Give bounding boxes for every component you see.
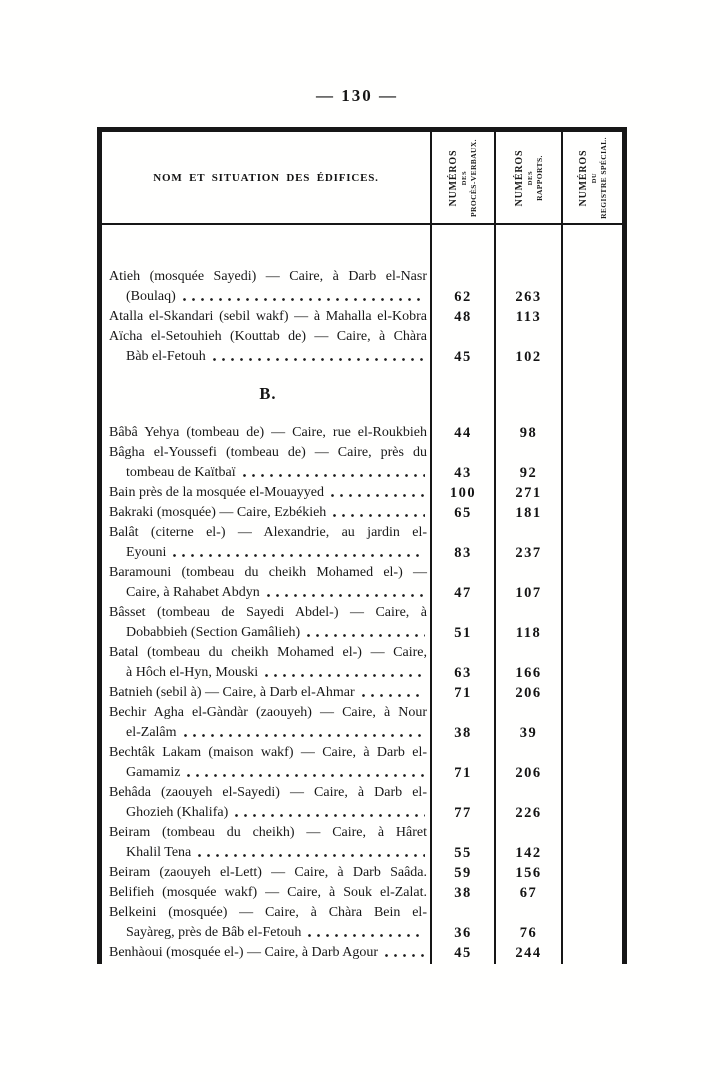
edifice-name-line — [109, 503, 427, 523]
table-row — [102, 823, 622, 863]
edifice-name-line — [109, 723, 427, 743]
rapports-cell: 107 — [494, 563, 561, 603]
rapports-cell: 67 — [494, 883, 561, 903]
dot-leader — [180, 287, 425, 307]
dot-leader — [305, 923, 425, 943]
rapports-cell: 113 — [494, 307, 561, 327]
edifice-name-cell — [102, 883, 430, 903]
edifice-name-text: el-Zalâm — [126, 725, 177, 740]
edifice-name-cell — [102, 743, 430, 783]
rapports-cell — [494, 963, 561, 964]
table-row — [102, 603, 622, 643]
proces-verbaux-column-header — [430, 132, 494, 223]
table-row — [102, 963, 622, 964]
edifice-name-line — [109, 287, 427, 307]
rapports-cell: 181 — [494, 503, 561, 523]
registre-special-cell — [561, 903, 622, 943]
edifice-name-line: Bâbâ Yehya (tombeau de) — Caire, rue el-Roukbieh — [109, 425, 427, 440]
proces-verbaux-cell: 38 — [430, 703, 494, 743]
proces-verbaux-cell: 51 — [430, 603, 494, 643]
edifice-name-line: Behâda (zaouyeh el-Sayedi) — Caire, à Darb el- — [109, 785, 427, 800]
registre-special-cell — [561, 683, 622, 703]
edifice-name-line: Aïcha el-Setouhieh (Kouttab de) — Caire, à Chàra — [109, 329, 427, 344]
edifice-name-text: Sayàreg, près de Bâb el-Fetouh — [126, 925, 302, 940]
dot-leader — [330, 503, 425, 523]
dot-leader — [232, 803, 425, 823]
edifice-name-line: Belifieh (mosquée wakf) — Caire, à Souk el-Zalat. — [109, 885, 427, 900]
dot-leader — [240, 463, 425, 483]
registre-special-cell — [561, 883, 622, 903]
dot-leader — [170, 543, 425, 563]
proces-verbaux-cell — [430, 963, 494, 964]
table-row — [102, 503, 622, 523]
edifice-name-line — [109, 463, 427, 483]
proces-verbaux-cell: 55 — [430, 823, 494, 863]
table-row — [102, 443, 622, 483]
rapports-column-header — [494, 132, 561, 223]
rapports-cell: 206 — [494, 683, 561, 703]
rapports-cell: 92 — [494, 443, 561, 483]
rapports-cell: 263 — [494, 267, 561, 307]
proces-verbaux-cell: 47 — [430, 563, 494, 603]
table-row — [102, 943, 622, 963]
rapports-cell: 206 — [494, 743, 561, 783]
proces-verbaux-cell: 36 — [430, 903, 494, 943]
body-top-spacer — [102, 225, 430, 267]
edifice-name-line — [109, 843, 427, 863]
edifice-name-line: Balât (citerne el-) — Alexandrie, au jardin el- — [109, 525, 427, 540]
edifice-name-line — [109, 803, 427, 823]
proces-verbaux-cell: 43 — [430, 443, 494, 483]
table-row — [102, 423, 622, 443]
edifice-name-cell — [102, 863, 430, 883]
header-line: NUMÉROS — [577, 149, 589, 206]
registre-special-cell — [561, 523, 622, 563]
registre-special-cell — [561, 443, 622, 483]
edifice-name-cell — [102, 563, 430, 603]
proces-verbaux-cell: 45 — [430, 943, 494, 963]
edifice-name-line: Batal (tombeau du cheikh Mohamed el-) — Caire, — [109, 645, 427, 660]
header-line: DES — [526, 170, 533, 185]
proces-verbaux-cell: 65 — [430, 503, 494, 523]
edifice-name-cell — [102, 503, 430, 523]
edifice-name-text: tombeau de Kaïtbaï — [126, 465, 236, 480]
proces-verbaux-cell: 38 — [430, 883, 494, 903]
rapports-cell: 142 — [494, 823, 561, 863]
header-line: DU — [590, 172, 597, 183]
edifice-name-text: Benhàoui (mosquée el-) — Caire, à Darb Agour — [109, 945, 379, 960]
edifice-name-line: Atieh (mosquée Sayedi) — Caire, à Darb el-Nasr — [109, 269, 427, 284]
edifice-name-line — [109, 543, 427, 563]
registre-special-cell — [561, 225, 622, 267]
dot-leader — [195, 843, 425, 863]
registre-special-cell — [561, 823, 622, 863]
table-row — [102, 267, 622, 307]
header-line: REGISTRE SPÉCIAL. — [598, 136, 608, 219]
rotated-header-text — [448, 135, 478, 221]
proces-verbaux-cell: 63 — [430, 643, 494, 683]
registre-special-cell — [561, 963, 622, 964]
proces-verbaux-cell: 71 — [430, 743, 494, 783]
rapports-cell: 237 — [494, 523, 561, 563]
table-row — [102, 783, 622, 823]
dot-leader — [382, 943, 425, 963]
proces-verbaux-cell: 77 — [430, 783, 494, 823]
registre-special-cell — [561, 307, 622, 327]
proces-verbaux-cell — [430, 367, 494, 423]
table-row — [102, 883, 622, 903]
edifice-name-cell — [102, 643, 430, 683]
registre-special-cell — [561, 367, 622, 423]
registre-special-cell — [561, 267, 622, 307]
edifice-name-cell — [102, 943, 430, 963]
edifice-name-text: Ghozieh (Khalifa) — [126, 805, 229, 820]
edifice-name-line — [109, 347, 427, 367]
edifice-name-cell — [102, 823, 430, 863]
rapports-cell: 226 — [494, 783, 561, 823]
rotated-header-text — [578, 135, 608, 221]
dot-leader — [359, 683, 425, 703]
edifice-name-line — [109, 623, 427, 643]
edifice-name-cell — [102, 523, 430, 563]
registre-special-cell — [561, 643, 622, 683]
registre-special-column-header — [561, 132, 622, 223]
dot-leader — [304, 623, 425, 643]
proces-verbaux-cell: 48 — [430, 307, 494, 327]
rapports-cell: 98 — [494, 423, 561, 443]
edifice-name-text: (Boulaq) — [126, 289, 176, 304]
proces-verbaux-cell: 71 — [430, 683, 494, 703]
edifice-name-text: Caire, à Rahabet Abdyn — [126, 585, 260, 600]
header-line: NUMÉROS — [513, 149, 525, 206]
registre-special-cell — [561, 863, 622, 883]
table-row — [102, 903, 622, 943]
edifice-name-text: Dobabbieh (Section Gamâlieh) — [126, 625, 301, 640]
registre-special-cell — [561, 783, 622, 823]
edifice-name-cell — [102, 423, 430, 443]
registre-special-cell — [561, 603, 622, 643]
table-row — [102, 523, 622, 563]
edifice-name-line — [109, 583, 427, 603]
edifice-name-cell — [102, 683, 430, 703]
registre-special-cell — [561, 327, 622, 367]
rapports-cell: 271 — [494, 483, 561, 503]
registre-special-cell — [561, 743, 622, 783]
edifice-name-line: Beiram (zaouyeh el-Lett) — Caire, à Darb Saâda. — [109, 865, 427, 880]
rapports-cell: 244 — [494, 943, 561, 963]
edifices-table — [97, 127, 627, 964]
edifice-name-cell — [102, 703, 430, 743]
edifice-name-line — [109, 943, 427, 963]
edifice-name-cell — [102, 903, 430, 943]
edifice-name-line — [109, 663, 427, 683]
edifice-name-line — [109, 483, 427, 503]
table-row — [102, 563, 622, 603]
proces-verbaux-cell: 44 — [430, 423, 494, 443]
table-row — [102, 307, 622, 327]
edifice-name-line — [109, 683, 427, 703]
edifice-name-cell — [102, 267, 430, 307]
proces-verbaux-cell: 62 — [430, 267, 494, 307]
page-number: — 130 — — [316, 86, 398, 105]
proces-verbaux-cell: 59 — [430, 863, 494, 883]
dot-leader — [210, 347, 425, 367]
header-line: RAPPORTS. — [534, 154, 544, 201]
registre-special-cell — [561, 943, 622, 963]
section-heading-cell — [102, 367, 430, 423]
body-bottom-filler — [102, 963, 430, 964]
proces-verbaux-cell — [430, 225, 494, 267]
edifice-name-text: Bakraki (mosquée) — Caire, Ezbékieh — [109, 505, 327, 520]
edifice-name-cell — [102, 783, 430, 823]
header-line: NUMÉROS — [448, 149, 459, 206]
header-line: PROCÈS-VERBAUX. — [468, 138, 478, 217]
rapports-cell: 156 — [494, 863, 561, 883]
table-row — [102, 483, 622, 503]
edifice-name-text: Bain près de la mosquée el-Mouayyed — [109, 485, 324, 500]
registre-special-cell — [561, 703, 622, 743]
edifice-name-cell — [102, 307, 430, 327]
registre-special-cell — [561, 563, 622, 603]
dot-leader — [181, 723, 425, 743]
rapports-cell: 102 — [494, 327, 561, 367]
registre-special-cell — [561, 503, 622, 523]
dot-leader — [264, 583, 425, 603]
edifice-name-cell — [102, 483, 430, 503]
edifice-name-text: Batnieh (sebil à) — Caire, à Darb el-Ahmar — [109, 685, 355, 700]
edifice-name-text: Khalil Tena — [126, 845, 192, 860]
edifice-name-cell — [102, 443, 430, 483]
table-header-row — [102, 132, 622, 225]
edifice-name-line — [109, 763, 427, 783]
edifice-name-cell — [102, 327, 430, 367]
table-row — [102, 225, 622, 267]
rapports-cell: 166 — [494, 643, 561, 683]
table-row — [102, 703, 622, 743]
table-body — [102, 225, 622, 964]
edifice-name-line: Atalla el-Skandari (sebil wakf) — à Mahalla el-Kobra — [109, 309, 427, 324]
edifice-name-line: Bechir Agha el-Gàndàr (zaouyeh) — Caire, à Nour — [109, 705, 427, 720]
rapports-cell — [494, 367, 561, 423]
dot-leader — [262, 663, 425, 683]
registre-special-cell — [561, 483, 622, 503]
rapports-cell — [494, 225, 561, 267]
section-row — [102, 367, 622, 423]
registre-special-cell — [561, 423, 622, 443]
table-row — [102, 863, 622, 883]
header-line: DES — [460, 170, 468, 185]
rapports-cell: 76 — [494, 903, 561, 943]
rapports-cell: 118 — [494, 603, 561, 643]
dot-leader — [328, 483, 425, 503]
edifice-name-line — [109, 923, 427, 943]
table-row — [102, 327, 622, 367]
proces-verbaux-cell: 83 — [430, 523, 494, 563]
rotated-header-text — [514, 135, 544, 221]
edifice-name-line: Bâsset (tombeau de Sayedi Abdel-) — Caire, à — [109, 605, 427, 620]
edifice-name-line: Bechtâk Lakam (maison wakf) — Caire, à Darb el- — [109, 745, 427, 760]
section-heading: B. — [259, 384, 277, 403]
edifice-name-text: Bàb el-Fetouh — [126, 349, 206, 364]
rapports-cell: 39 — [494, 703, 561, 743]
edifice-name-line: Belkeini (mosquée) — Caire, à Chàra Bein el- — [109, 905, 427, 920]
name-column-header: NOM ET SITUATION DES ÉDIFICES. — [153, 171, 379, 184]
table-row — [102, 643, 622, 683]
proces-verbaux-cell: 45 — [430, 327, 494, 367]
edifice-name-text: Eyouni — [126, 545, 167, 560]
edifice-name-line: Beiram (tombeau du cheikh) — Caire, à Hâret — [109, 825, 427, 840]
dot-leader — [184, 763, 425, 783]
edifice-name-line: Baramouni (tombeau du cheikh Mohamed el-) — — [109, 565, 427, 580]
table-row — [102, 683, 622, 703]
edifice-name-line: Bâgha el-Youssefi (tombeau de) — Caire, près du — [109, 445, 427, 460]
table-row — [102, 743, 622, 783]
edifice-name-text: à Hôch el-Hyn, Mouski — [126, 665, 259, 680]
proces-verbaux-cell: 100 — [430, 483, 494, 503]
edifice-name-cell — [102, 603, 430, 643]
edifice-name-text: Gamamiz — [126, 765, 181, 780]
